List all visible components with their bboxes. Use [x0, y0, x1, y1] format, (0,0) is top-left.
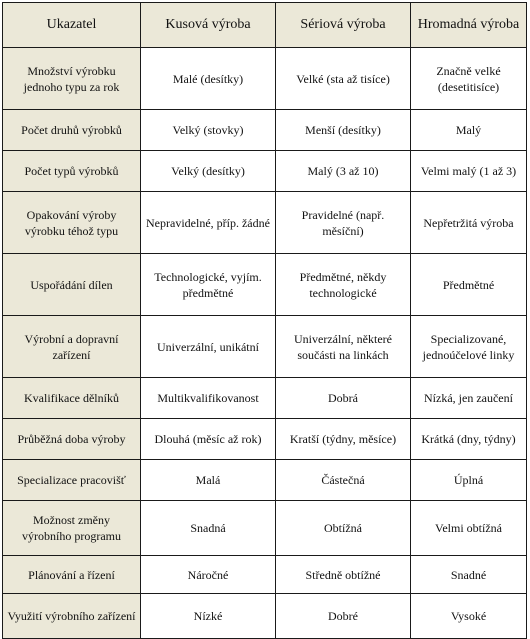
cell-mass: Krátká (dny, týdny)	[411, 419, 527, 460]
cell-piece: Velký (stovky)	[141, 110, 276, 151]
cell-piece: Snadná	[141, 501, 276, 556]
cell-mass: Malý	[411, 110, 527, 151]
cell-piece: Náročné	[141, 556, 276, 594]
row-label: Opakování výroby výrobku téhož typu	[3, 192, 141, 254]
cell-serial: Kratší (týdny, měsíce)	[276, 419, 411, 460]
cell-piece: Dlouhá (měsíc až rok)	[141, 419, 276, 460]
cell-piece: Nízké	[141, 594, 276, 639]
table-row	[3, 460, 527, 501]
cell-mass: Velmi malý (1 až 3)	[411, 151, 527, 192]
table-row	[3, 110, 527, 151]
table-row	[3, 254, 527, 316]
row-label: Průběžná doba výroby	[3, 419, 141, 460]
table-row	[3, 419, 527, 460]
cell-piece: Malá	[141, 460, 276, 501]
row-label: Možnost změny výrobního programu	[3, 501, 141, 556]
cell-mass: Vysoké	[411, 594, 527, 639]
cell-mass: Velmi obtížná	[411, 501, 527, 556]
cell-piece: Nepravidelné, příp. žádné	[141, 192, 276, 254]
cell-mass: Značně velké (desetitisíce)	[411, 48, 527, 110]
row-label: Počet druhů výrobků	[3, 110, 141, 151]
table-row	[3, 501, 527, 556]
header-serial-production: Sériová výroba	[276, 3, 411, 48]
row-label: Specializace pracovišť	[3, 460, 141, 501]
header-row	[3, 3, 527, 48]
header-mass-production: Hromadná výroba	[411, 3, 527, 48]
row-label: Výrobní a dopravní zařízení	[3, 316, 141, 378]
row-label: Počet typů výrobků	[3, 151, 141, 192]
cell-mass: Předmětné	[411, 254, 527, 316]
cell-mass: Snadné	[411, 556, 527, 594]
cell-serial: Obtížná	[276, 501, 411, 556]
cell-serial: Malý (3 až 10)	[276, 151, 411, 192]
cell-serial: Částečná	[276, 460, 411, 501]
row-label: Kvalifikace dělníků	[3, 378, 141, 419]
table-row	[3, 556, 527, 594]
production-types-table	[2, 2, 527, 639]
cell-serial: Univerzální, některé součásti na linkách	[276, 316, 411, 378]
row-label: Plánování a řízení	[3, 556, 141, 594]
cell-serial: Středně obtížné	[276, 556, 411, 594]
row-label: Množství výrobku jednoho typu za rok	[3, 48, 141, 110]
cell-serial: Velké (sta až tisíce)	[276, 48, 411, 110]
cell-serial: Menší (desítky)	[276, 110, 411, 151]
cell-serial: Dobré	[276, 594, 411, 639]
cell-piece: Multikvalifikovanost	[141, 378, 276, 419]
header-piece-production: Kusová výroba	[141, 3, 276, 48]
row-label: Uspořádání dílen	[3, 254, 141, 316]
row-label: Využití výrobního zařízení	[3, 594, 141, 639]
cell-piece: Univerzální, unikátní	[141, 316, 276, 378]
cell-mass: Nepřetržitá výroba	[411, 192, 527, 254]
table-row	[3, 594, 527, 639]
cell-serial: Předmětné, někdy technologické	[276, 254, 411, 316]
cell-piece: Malé (desítky)	[141, 48, 276, 110]
table-row	[3, 48, 527, 110]
cell-serial: Pravidelné (např. měsíční)	[276, 192, 411, 254]
cell-mass: Úplná	[411, 460, 527, 501]
cell-piece: Technologické, vyjím. předmětné	[141, 254, 276, 316]
table-row	[3, 192, 527, 254]
table-row	[3, 151, 527, 192]
header-indicator: Ukazatel	[3, 3, 141, 48]
table-row	[3, 378, 527, 419]
cell-serial: Dobrá	[276, 378, 411, 419]
cell-mass: Specializované, jednoúčelové linky	[411, 316, 527, 378]
table-row	[3, 316, 527, 378]
cell-piece: Velký (desítky)	[141, 151, 276, 192]
cell-mass: Nízká, jen zaučení	[411, 378, 527, 419]
